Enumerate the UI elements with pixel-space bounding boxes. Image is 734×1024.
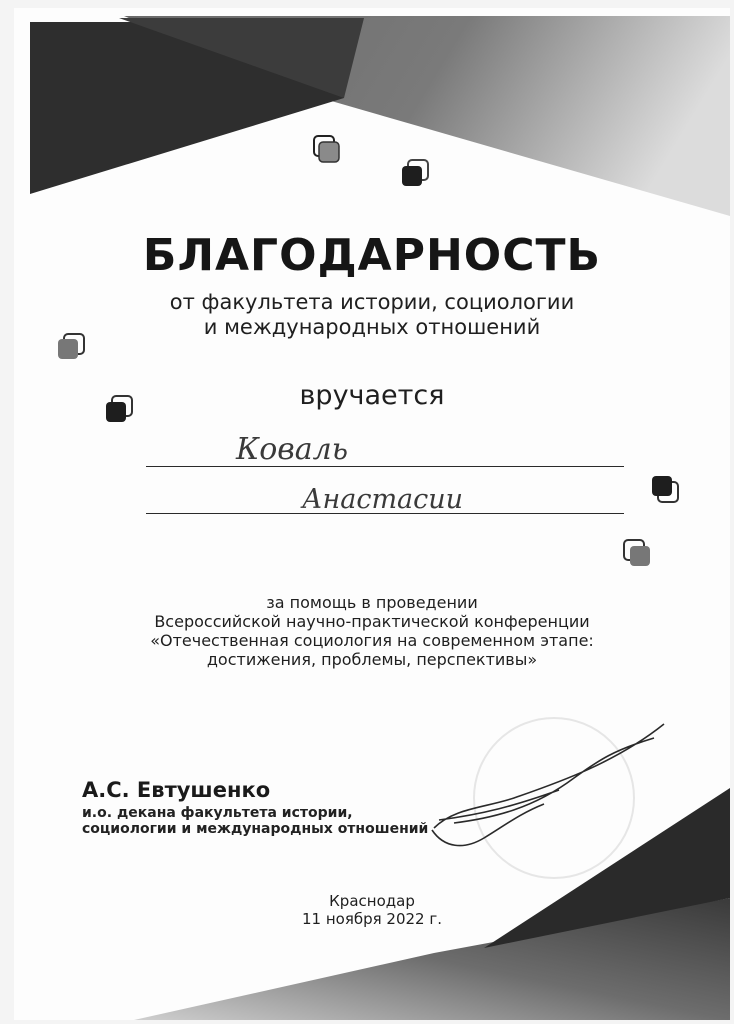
signer-position-line-1: и.о. декана факультета истории, xyxy=(82,805,353,821)
certificate-page xyxy=(14,8,730,1020)
square-icon-2 xyxy=(402,160,428,186)
date: 11 ноября 2022 г. xyxy=(301,910,443,928)
reason-line-4: достижения, проблемы, перспективы» xyxy=(206,650,538,669)
certificate-title: БЛАГОДАРНОСТЬ xyxy=(142,230,602,281)
award-reason xyxy=(14,593,730,669)
square-icon-5 xyxy=(652,476,678,502)
reason-line-2: Всероссийской научно-практической конференции xyxy=(154,612,590,631)
signer-name: А.С. Евтушенко xyxy=(82,778,271,802)
name-line-2 xyxy=(146,513,624,514)
signer-position-line-2: социологии и международных отношений xyxy=(82,821,429,837)
signer-block xyxy=(82,778,428,837)
certificate-subtitle xyxy=(14,290,730,340)
subtitle-line-1: от факультета истории, социологии xyxy=(169,290,575,314)
recipient-surname: Коваль xyxy=(236,432,349,467)
square-icon-6 xyxy=(624,540,650,566)
place-and-date xyxy=(14,892,730,928)
stamp-circle xyxy=(474,718,634,878)
square-icon-1 xyxy=(314,136,339,162)
city: Краснодар xyxy=(329,892,415,910)
reason-line-1: за помощь в проведении xyxy=(266,593,478,612)
name-line-1 xyxy=(146,466,624,467)
subtitle-line-2: и международных отношений xyxy=(203,315,541,339)
recipient-name: Анастасии xyxy=(302,484,464,515)
awarded-to-label: вручается xyxy=(299,380,445,411)
reason-line-3: «Отечественная социология на современном этапе: xyxy=(150,631,594,650)
